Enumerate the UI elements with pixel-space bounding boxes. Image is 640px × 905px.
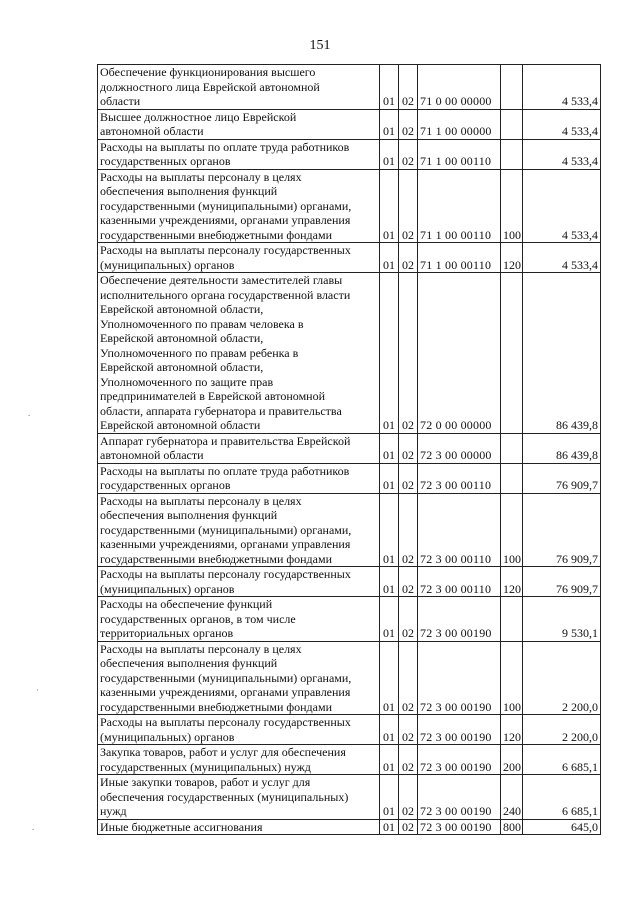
expense-type-code: 120 xyxy=(501,243,523,273)
subsection-code: 02 xyxy=(399,65,418,110)
table-row xyxy=(98,819,601,835)
description-line: нужд xyxy=(100,804,127,818)
description-line: Расходы на обеспечение функций xyxy=(100,597,273,611)
description-line: обеспечения выполнения функций xyxy=(100,184,278,198)
description-line: казенными учреждениями, органами управления xyxy=(100,537,351,551)
description-line: казенными учреждениями, органами управления xyxy=(100,213,351,227)
section-code: 01 xyxy=(380,819,399,835)
scan-mark: . xyxy=(32,822,35,832)
target-article-code: 72 3 00 00110 xyxy=(418,493,501,567)
subsection-code: 02 xyxy=(399,273,418,434)
section-code: 01 xyxy=(380,745,399,775)
description-line: Иные закупки товаров, работ и услуг для xyxy=(100,775,311,789)
description-line: государственными внебюджетными фондами xyxy=(100,227,333,242)
amount-value: 86 439,8 xyxy=(523,273,601,434)
amount-value: 4 533,4 xyxy=(523,169,601,243)
amount-value: 2 200,0 xyxy=(523,641,601,715)
subsection-code: 02 xyxy=(399,433,418,463)
expense-type-code xyxy=(501,597,523,642)
row-description xyxy=(98,169,380,243)
description-line: Еврейской автономной области xyxy=(100,418,261,432)
table-row xyxy=(98,775,601,820)
section-code: 01 xyxy=(380,493,399,567)
target-article-code: 72 3 00 00190 xyxy=(418,775,501,820)
amount-value: 86 439,8 xyxy=(523,433,601,463)
target-article-code: 72 3 00 00190 xyxy=(418,641,501,715)
description-line: (муниципальных) органов xyxy=(100,729,235,744)
row-description xyxy=(98,715,380,745)
expense-type-code: 200 xyxy=(501,745,523,775)
row-description xyxy=(98,819,380,835)
section-code: 01 xyxy=(380,273,399,434)
amount-value: 4 533,4 xyxy=(523,65,601,110)
amount-value: 76 909,7 xyxy=(523,463,601,493)
subsection-code: 02 xyxy=(399,139,418,169)
row-description xyxy=(98,463,380,493)
expense-type-code: 100 xyxy=(501,493,523,567)
row-description xyxy=(98,641,380,715)
subsection-code: 02 xyxy=(399,715,418,745)
description-line: обеспечения выполнения функций xyxy=(100,656,278,670)
table-row xyxy=(98,493,601,567)
target-article-code: 72 3 00 00190 xyxy=(418,715,501,745)
row-description xyxy=(98,775,380,820)
description-line: государственных органов xyxy=(100,478,231,492)
section-code: 01 xyxy=(380,65,399,110)
table-row xyxy=(98,715,601,745)
row-description xyxy=(98,493,380,567)
amount-value: 76 909,7 xyxy=(523,567,601,597)
target-article-code: 71 0 00 00000 xyxy=(418,65,501,110)
table-row xyxy=(98,65,601,110)
description-line: государственными (муниципальными) органами, xyxy=(100,198,352,213)
expense-type-code xyxy=(501,463,523,493)
subsection-code: 02 xyxy=(399,109,418,139)
amount-value: 4 533,4 xyxy=(523,109,601,139)
target-article-code: 72 3 00 00000 xyxy=(418,433,501,463)
description-line: Уполномоченного по защите прав xyxy=(100,374,274,389)
section-code: 01 xyxy=(380,597,399,642)
expense-type-code xyxy=(501,139,523,169)
target-article-code: 72 3 00 00190 xyxy=(418,819,501,835)
description-line: Уполномоченного по правам ребенка в xyxy=(100,345,299,360)
table-row xyxy=(98,109,601,139)
table-row xyxy=(98,273,601,434)
amount-value: 2 200,0 xyxy=(523,715,601,745)
description-line: предпринимателей в Еврейской автономной xyxy=(100,389,326,403)
expense-type-code: 120 xyxy=(501,567,523,597)
target-article-code: 71 1 00 00000 xyxy=(418,109,501,139)
description-line: Уполномоченного по правам человека в xyxy=(100,316,304,331)
description-line: Расходы на выплаты персоналу в целях xyxy=(100,493,302,508)
amount-value: 6 685,1 xyxy=(523,775,601,820)
amount-value: 4 533,4 xyxy=(523,139,601,169)
description-line: Обеспечение функционирования высшего xyxy=(100,65,316,79)
target-article-code: 72 3 00 00190 xyxy=(418,745,501,775)
description-line: Расходы на выплаты по оплате труда работников xyxy=(100,139,350,154)
table-row xyxy=(98,597,601,642)
subsection-code: 02 xyxy=(399,463,418,493)
expense-type-code: 240 xyxy=(501,775,523,820)
description-line: Расходы на выплаты по оплате труда работников xyxy=(100,463,350,478)
row-description xyxy=(98,567,380,597)
subsection-code: 02 xyxy=(399,641,418,715)
description-line: Расходы на выплаты персоналу в целях xyxy=(100,641,302,656)
table-row xyxy=(98,139,601,169)
subsection-code: 02 xyxy=(399,243,418,273)
row-description xyxy=(98,745,380,775)
amount-value: 6 685,1 xyxy=(523,745,601,775)
expense-type-code xyxy=(501,65,523,110)
budget-table-body xyxy=(98,65,601,835)
description-line: Еврейской автономной области, xyxy=(100,331,264,345)
row-description xyxy=(98,109,380,139)
section-code: 01 xyxy=(380,715,399,745)
table-row xyxy=(98,641,601,715)
description-line: Аппарат губернатора и правительства Еврейской xyxy=(100,433,351,448)
subsection-code: 02 xyxy=(399,745,418,775)
expense-type-code: 120 xyxy=(501,715,523,745)
description-line: государственными (муниципальными) органами, xyxy=(100,670,352,685)
description-line: (муниципальных) органов xyxy=(100,581,235,596)
amount-value: 645,0 xyxy=(523,819,601,835)
section-code: 01 xyxy=(380,463,399,493)
expense-type-code xyxy=(501,109,523,139)
subsection-code: 02 xyxy=(399,169,418,243)
scan-mark: . xyxy=(28,408,31,418)
description-line: государственными внебюджетными фондами xyxy=(100,699,333,714)
description-line: Расходы на выплаты персоналу государственных xyxy=(100,567,351,581)
table-row xyxy=(98,169,601,243)
target-article-code: 72 3 00 00190 xyxy=(418,597,501,642)
description-line: государственными внебюджетными фондами xyxy=(100,551,333,566)
amount-value: 4 533,4 xyxy=(523,243,601,273)
page-number: 151 xyxy=(309,38,331,53)
description-line: Иные бюджетные ассигнования xyxy=(100,819,263,834)
section-code: 01 xyxy=(380,567,399,597)
description-line: Закупка товаров, работ и услуг для обеспечения xyxy=(100,745,346,759)
subsection-code: 02 xyxy=(399,819,418,835)
description-line: области xyxy=(100,94,141,108)
description-line: государственных органов, в том числе xyxy=(100,611,296,626)
description-line: Обеспечение деятельности заместителей главы xyxy=(100,273,343,287)
target-article-code: 71 1 00 00110 xyxy=(418,169,501,243)
target-article-code: 72 3 00 00110 xyxy=(418,463,501,493)
row-description xyxy=(98,65,380,110)
target-article-code: 72 0 00 00000 xyxy=(418,273,501,434)
description-line: автономной области xyxy=(100,448,204,462)
description-line: Расходы на выплаты персоналу государственных xyxy=(100,243,351,257)
expense-type-code: 100 xyxy=(501,169,523,243)
expense-type-code xyxy=(501,273,523,434)
description-line: (муниципальных) органов xyxy=(100,257,235,272)
target-article-code: 72 3 00 00110 xyxy=(418,567,501,597)
description-line: Еврейской автономной области, xyxy=(100,360,264,374)
description-line: государственными (муниципальными) органами, xyxy=(100,522,352,537)
amount-value: 9 530,1 xyxy=(523,597,601,642)
section-code: 01 xyxy=(380,109,399,139)
description-line: автономной области xyxy=(100,124,204,138)
description-line: области, аппарата губернатора и правительства xyxy=(100,403,342,418)
description-line: территориальных органов xyxy=(100,626,234,640)
section-code: 01 xyxy=(380,433,399,463)
scan-mark: · xyxy=(36,685,39,695)
expense-type-code: 100 xyxy=(501,641,523,715)
description-line: государственных органов xyxy=(100,154,231,168)
table-row xyxy=(98,745,601,775)
row-description xyxy=(98,139,380,169)
row-description xyxy=(98,243,380,273)
row-description xyxy=(98,433,380,463)
table-row xyxy=(98,463,601,493)
section-code: 01 xyxy=(380,641,399,715)
description-line: государственных (муниципальных) нужд xyxy=(100,759,311,774)
expense-type-code xyxy=(501,433,523,463)
amount-value: 76 909,7 xyxy=(523,493,601,567)
subsection-code: 02 xyxy=(399,775,418,820)
section-code: 01 xyxy=(380,243,399,273)
subsection-code: 02 xyxy=(399,597,418,642)
table-row xyxy=(98,433,601,463)
description-line: казенными учреждениями, органами управления xyxy=(100,685,351,699)
section-code: 01 xyxy=(380,169,399,243)
subsection-code: 02 xyxy=(399,567,418,597)
row-description xyxy=(98,597,380,642)
table-row xyxy=(98,243,601,273)
budget-table xyxy=(97,64,601,835)
target-article-code: 71 1 00 00110 xyxy=(418,243,501,273)
subsection-code: 02 xyxy=(399,493,418,567)
description-line: Еврейской автономной области, xyxy=(100,302,264,316)
description-line: обеспечения государственных (муниципальных) xyxy=(100,789,349,804)
table-row xyxy=(98,567,601,597)
description-line: Расходы на выплаты персоналу в целях xyxy=(100,169,302,184)
section-code: 01 xyxy=(380,139,399,169)
description-line: Высшее должностное лицо Еврейской xyxy=(100,109,297,124)
description-line: исполнительного органа государственной власти xyxy=(100,287,351,302)
description-line: должностного лица Еврейской автономной xyxy=(100,79,320,94)
section-code: 01 xyxy=(380,775,399,820)
description-line: обеспечения выполнения функций xyxy=(100,508,278,522)
description-line: Расходы на выплаты персоналу государственных xyxy=(100,715,351,729)
row-description xyxy=(98,273,380,434)
target-article-code: 71 1 00 00110 xyxy=(418,139,501,169)
expense-type-code: 800 xyxy=(501,819,523,835)
